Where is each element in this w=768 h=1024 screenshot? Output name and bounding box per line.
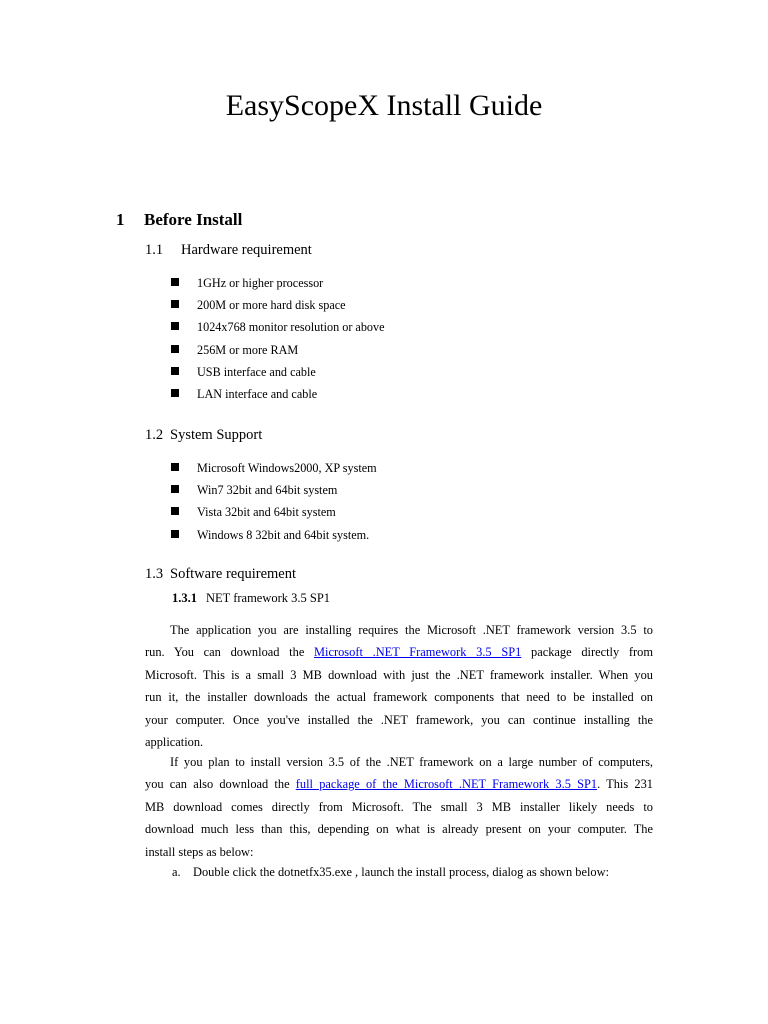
paragraph-line: If you plan to install version 3.5 of the .NET framework on a large number of computers,	[170, 755, 653, 769]
net-framework-download-link[interactable]: Microsoft .NET Framework 3.5 SP1	[314, 645, 522, 660]
full-package-download-link[interactable]: full package of the Microsoft .NET Framework 3.5 SP1	[295, 777, 598, 792]
step-marker: a.	[172, 865, 181, 879]
bullet-square-icon	[171, 507, 179, 515]
list-item: Vista 32bit and 64bit system	[170, 503, 377, 525]
bullet-square-icon	[171, 345, 179, 353]
paragraph-net-requirement	[145, 619, 653, 753]
paragraph-line: your computer. Once you've installed the .NET framework, you can continue installing the	[145, 712, 653, 727]
subsection-heading-hardware	[145, 240, 312, 260]
install-step-a	[172, 862, 609, 882]
section-heading-before-install	[116, 209, 242, 231]
paragraph-line: MB download comes directly from Microsoft. The small 3 MB installer likely needs to	[145, 799, 653, 814]
section-number: 1	[116, 210, 125, 229]
paragraph-line: Microsoft. This is a small 3 MB download with just the .NET framework installer. When you	[145, 667, 653, 682]
subsection-label: Software requirement	[170, 566, 297, 582]
list-item: USB interface and cable	[170, 363, 385, 385]
subsection-heading-software	[145, 564, 296, 584]
subsection-number: 1.2	[145, 427, 164, 443]
list-item: Win7 32bit and 64bit system	[170, 481, 377, 503]
subsection-number: 1.3	[145, 566, 164, 582]
section-label: Before Install	[144, 210, 243, 229]
paragraph-full-package	[145, 751, 653, 863]
subsubsection-label: NET framework 3.5 SP1	[206, 591, 331, 605]
paragraph-line: run it, the installer downloads the actual framework components that need to be installed on	[145, 690, 653, 705]
bullet-square-icon	[171, 367, 179, 375]
subsection-number: 1.1	[145, 242, 164, 258]
subsection-heading-system-support	[145, 425, 262, 445]
subsection-label: Hardware requirement	[181, 242, 312, 258]
bullet-square-icon	[171, 530, 179, 538]
list-item: 200M or more hard disk space	[170, 296, 385, 318]
list-item: 256M or more RAM	[170, 341, 385, 363]
system-support-list	[170, 459, 377, 548]
subsubsection-number: 1.3.1	[172, 591, 197, 605]
list-item: LAN interface and cable	[170, 385, 385, 407]
paragraph-line: The application you are installing requires the Microsoft .NET framework version 3.5 to	[170, 623, 653, 637]
paragraph-line: install steps as below:	[145, 844, 254, 859]
hardware-requirement-list	[170, 274, 385, 407]
list-item: 1024x768 monitor resolution or above	[170, 318, 385, 340]
subsubsection-heading-net-framework	[172, 589, 330, 607]
list-item: Windows 8 32bit and 64bit system.	[170, 526, 377, 548]
list-item: Microsoft Windows2000, XP system	[170, 459, 377, 481]
bullet-square-icon	[171, 389, 179, 397]
list-item: 1GHz or higher processor	[170, 274, 385, 296]
paragraph-line: download much less than this, depending on what is already present on your computer. The	[145, 822, 653, 837]
paragraph-line: application.	[145, 734, 204, 749]
bullet-square-icon	[171, 300, 179, 308]
step-text: Double click the dotnetfx35.exe , launch the install process, dialog as shown below:	[193, 865, 610, 879]
paragraph-line: you can also download the full package of the Microsoft .NET Framework 3.5 SP1. This 231	[145, 777, 653, 792]
bullet-square-icon	[171, 278, 179, 286]
bullet-square-icon	[171, 485, 179, 493]
paragraph-line: run. You can download the Microsoft .NET Framework 3.5 SP1 package directly from	[145, 645, 653, 660]
subsection-label: System Support	[170, 427, 263, 443]
bullet-square-icon	[171, 463, 179, 471]
page-title: EasyScopeX Install Guide	[225, 89, 543, 122]
bullet-square-icon	[171, 322, 179, 330]
